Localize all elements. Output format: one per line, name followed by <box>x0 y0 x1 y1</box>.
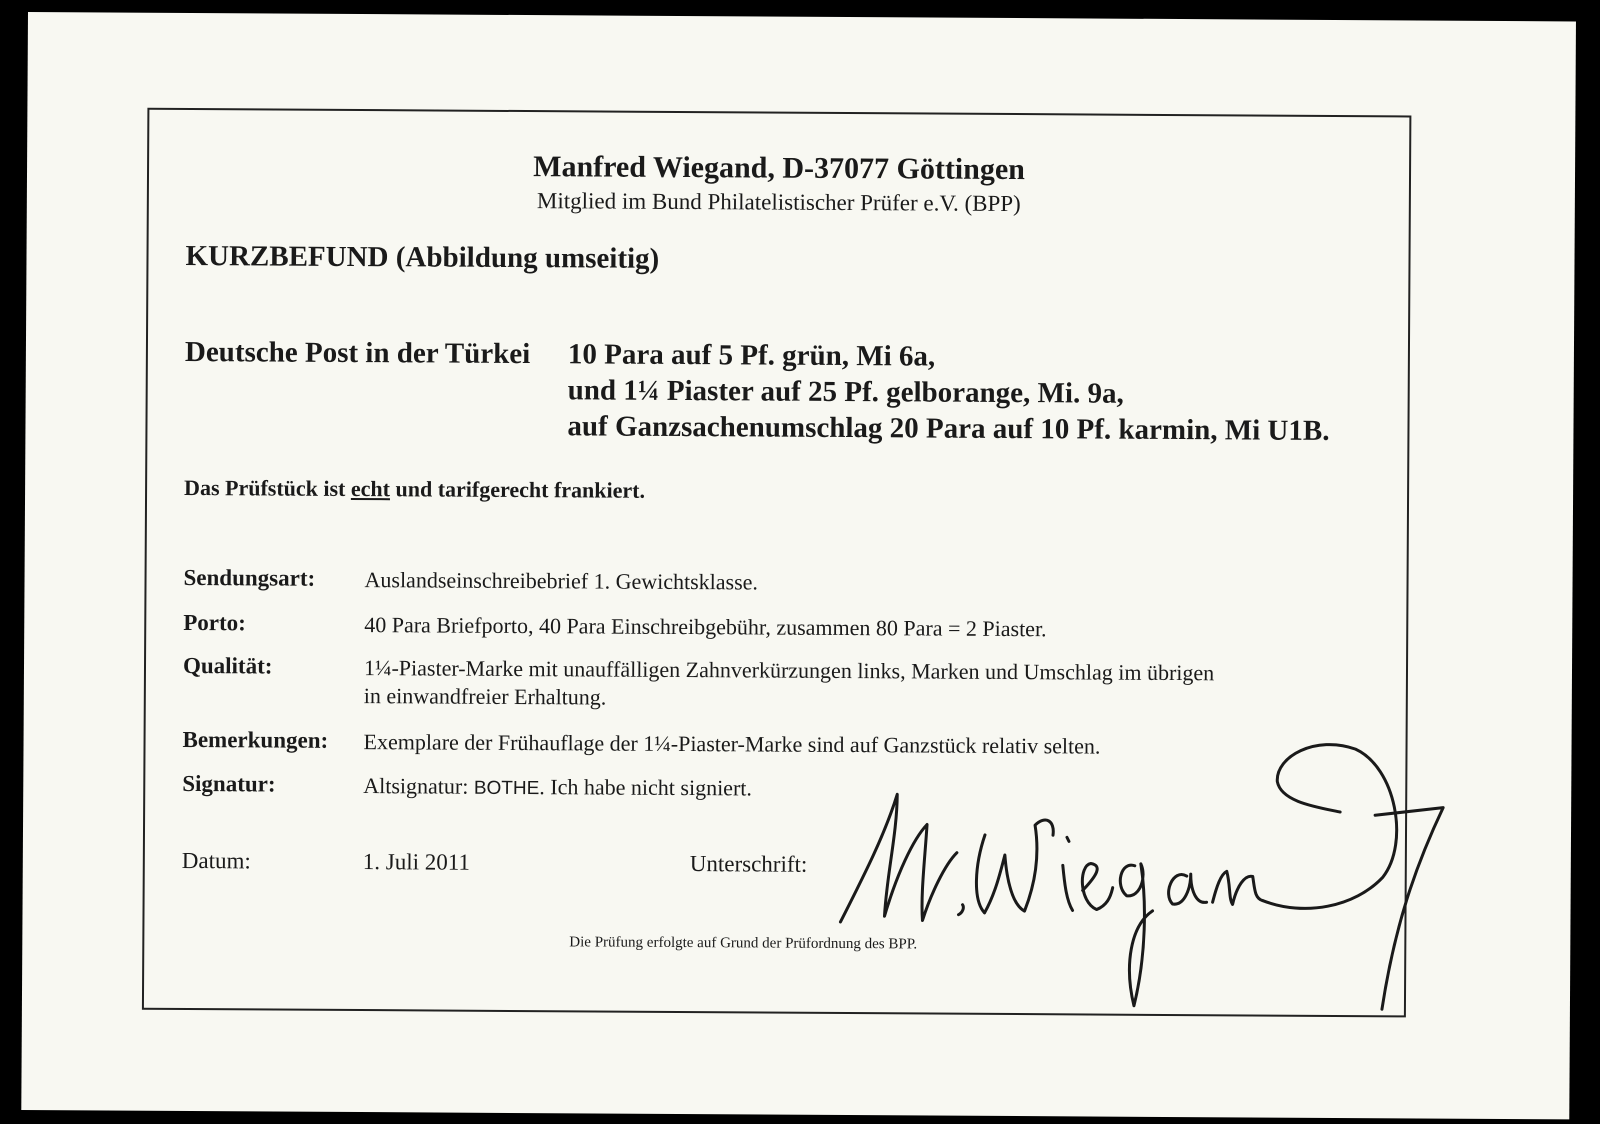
field-label-porto: Porto: <box>183 609 246 636</box>
result-prefix: Das Prüfstück ist <box>184 474 346 501</box>
examiner-name: Manfred Wiegand, D-37077 Göttingen <box>533 150 1026 187</box>
document-title: KURZBEFUND (Abbildung umseitig) <box>185 239 660 275</box>
subject-line-2: und 1¼ Piaster auf 25 Pf. gelborange, Mi. 9a, <box>567 374 1124 410</box>
date-value: 1. Juli 2011 <box>362 849 471 875</box>
subject-line-3: auf Ganzsachenumschlag 20 Para auf 10 Pf. karmin, Mi U1B. <box>567 410 1330 447</box>
field-label-sendungsart: Sendungsart: <box>183 564 316 591</box>
field-value-porto: 40 Para Briefporto, 40 Para Einschreibgebühr, zusammen 80 Para = 2 Piaster. <box>364 612 1047 642</box>
field-label-qualitaet: Qualität: <box>182 652 273 679</box>
date-label: Datum: <box>181 847 251 874</box>
certificate-sheet <box>21 12 1576 1119</box>
signatur-name: BOTHE <box>473 777 540 800</box>
result-statement <box>184 475 645 504</box>
field-label-signatur: Signatur: <box>182 770 276 797</box>
signature-label: Unterschrift: <box>689 851 808 877</box>
field-value-qualitaet: 1¼-Piaster-Marke mit unauffälligen Zahnverkürzungen links, Marken und Umschlag im übrigen <box>363 655 1215 686</box>
field-label-bemerkungen: Bemerkungen: <box>182 726 329 753</box>
signatur-suffix: . Ich habe nicht signiert. <box>539 774 753 801</box>
field-value-bemerkungen: Exemplare der Frühauflage der 1¼-Piaster-Marke sind auf Ganzstück relativ selten. <box>363 729 1101 759</box>
field-value-signatur <box>363 773 752 801</box>
field-value-qualitaet-cont: in einwandfreier Erhaltung. <box>363 683 607 710</box>
footer-note: Die Prüfung erfolgte auf Grund der Prüfordnung des BPP. <box>569 934 918 953</box>
result-suffix: und tarifgerecht frankiert. <box>395 476 646 503</box>
result-genuine: echt <box>350 475 391 502</box>
handwritten-signature <box>834 724 1456 1018</box>
subject-line-1: 10 Para auf 5 Pf. grün, Mi 6a, <box>567 338 936 373</box>
subject-label: Deutsche Post in der Türkei <box>184 335 531 371</box>
certificate-frame <box>142 108 1411 1018</box>
examiner-membership: Mitglied im Bund Philatelistischer Prüfer e.V. (BPP) <box>536 188 1021 217</box>
field-value-sendungsart: Auslandseinschreibebrief 1. Gewichtsklasse. <box>364 567 759 595</box>
signatur-prefix: Altsignatur: <box>363 773 469 799</box>
